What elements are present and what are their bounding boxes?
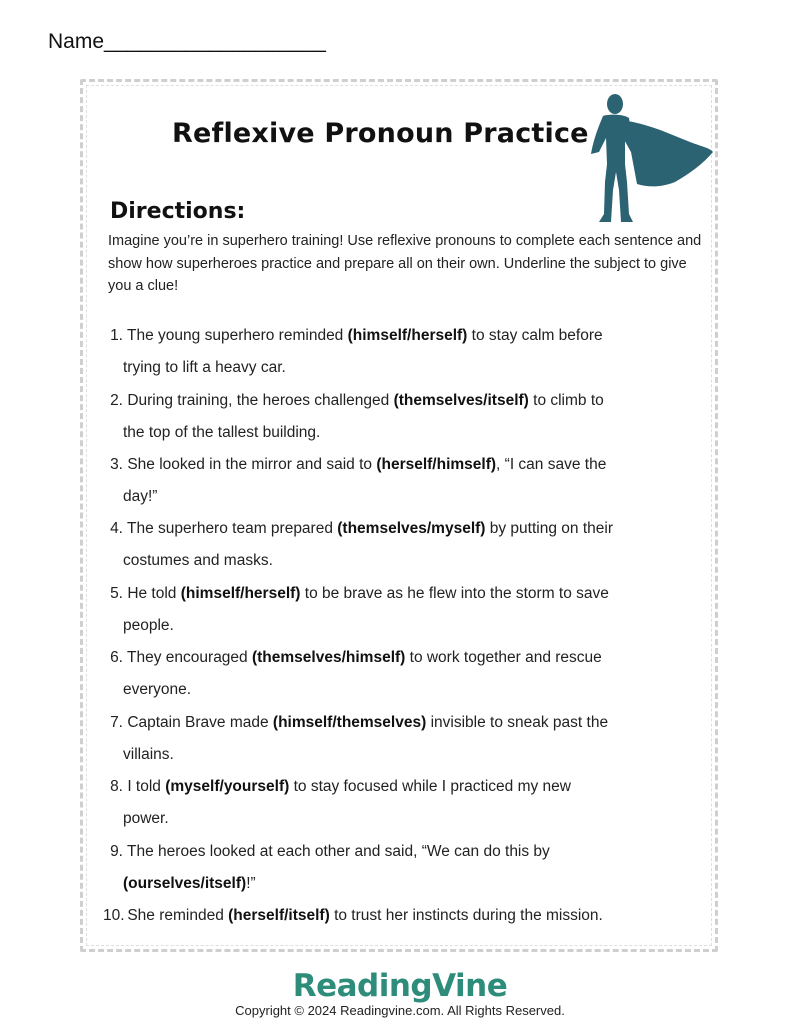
question-text: I told xyxy=(127,778,166,795)
pronoun-choice: (himself/herself) xyxy=(180,585,301,602)
question-text-continued: the top of the tallest building. xyxy=(123,424,321,441)
pronoun-choice: (themselves/himself) xyxy=(251,649,406,666)
directions-heading: Directions: xyxy=(110,199,246,224)
question-number: 5. xyxy=(110,585,123,602)
question-text-continued: power. xyxy=(123,810,169,827)
question-text-end: , “I can save the xyxy=(496,456,607,473)
directions-text: Imagine you’re in superhero training! Use reflexive pronouns to complete each sentence and show how superheroes practice and prepare all on their own. Underline the subject to give you a clue! xyxy=(108,233,702,294)
question-text-continued: villains. xyxy=(123,746,174,763)
question-text-continued: costumes and masks. xyxy=(123,552,273,569)
question-text-continued: trying to lift a heavy car. xyxy=(123,359,286,376)
question-text: She reminded xyxy=(127,907,229,924)
superhero-silhouette-icon xyxy=(585,92,715,224)
question-text: The heroes looked at each other and said, “We can do this by xyxy=(127,843,550,860)
list-item xyxy=(103,449,703,513)
pronoun-choice: (ourselves/itself) xyxy=(123,875,247,892)
question-text: Captain Brave made xyxy=(127,714,273,731)
question-text-end: to stay focused while I practiced my new xyxy=(289,778,571,795)
list-item xyxy=(103,385,703,449)
question-number: 1. xyxy=(110,327,123,344)
list-item xyxy=(103,900,703,932)
question-text: The young superhero reminded xyxy=(127,327,348,344)
question-text-continued: day!” xyxy=(123,488,158,505)
question-number: 9. xyxy=(110,843,123,860)
question-number: 6. xyxy=(110,649,123,666)
list-item xyxy=(103,642,703,706)
pronoun-choice: (themselves/itself) xyxy=(393,392,529,409)
question-text-end: by putting on their xyxy=(485,520,613,537)
pronoun-choice: (herself/itself) xyxy=(228,907,330,924)
question-number: 8. xyxy=(110,778,123,795)
question-text: During training, the heroes challenged xyxy=(127,392,394,409)
question-text: He told xyxy=(127,585,181,602)
list-item xyxy=(103,320,703,384)
list-item xyxy=(103,771,703,835)
worksheet-title: Reflexive Pronoun Practice xyxy=(172,118,589,149)
list-item xyxy=(103,836,703,900)
question-text-end: invisible to sneak past the xyxy=(426,714,609,731)
question-text: They encouraged xyxy=(127,649,252,666)
question-text-end: to trust her instincts during the mission. xyxy=(329,907,603,924)
question-text-end: to work together and rescue xyxy=(405,649,602,666)
question-text-continued: everyone. xyxy=(123,681,192,698)
pronoun-choice: (himself/herself) xyxy=(347,327,468,344)
question-text-end: to climb to xyxy=(528,392,604,409)
question-text: The superhero team prepared xyxy=(127,520,338,537)
pronoun-choice: (himself/themselves) xyxy=(272,714,427,731)
question-number: 4. xyxy=(110,520,123,537)
pronoun-choice: (myself/yourself) xyxy=(165,778,290,795)
pronoun-choice: (themselves/myself) xyxy=(337,520,486,537)
question-number: 7. xyxy=(110,714,123,731)
readingvine-logo: ReadingVine xyxy=(292,968,508,1004)
question-text-continued: people. xyxy=(123,617,174,634)
question-text-end: to stay calm before xyxy=(467,327,603,344)
question-number: 10. xyxy=(103,907,125,924)
question-text-continued: !” xyxy=(246,875,256,892)
copyright-text: Copyright © 2024 Readingvine.com. All Rights Reserved. xyxy=(235,1003,565,1018)
question-text: She looked in the mirror and said to xyxy=(127,456,377,473)
list-item xyxy=(103,707,703,771)
question-text-end: to be brave as he flew into the storm to save xyxy=(300,585,609,602)
list-item xyxy=(103,513,703,577)
pronoun-choice: (herself/himself) xyxy=(376,456,497,473)
name-field-label: Name___________________ xyxy=(48,30,326,53)
list-item xyxy=(103,578,703,642)
question-number: 3. xyxy=(110,456,123,473)
question-number: 2. xyxy=(110,392,123,409)
